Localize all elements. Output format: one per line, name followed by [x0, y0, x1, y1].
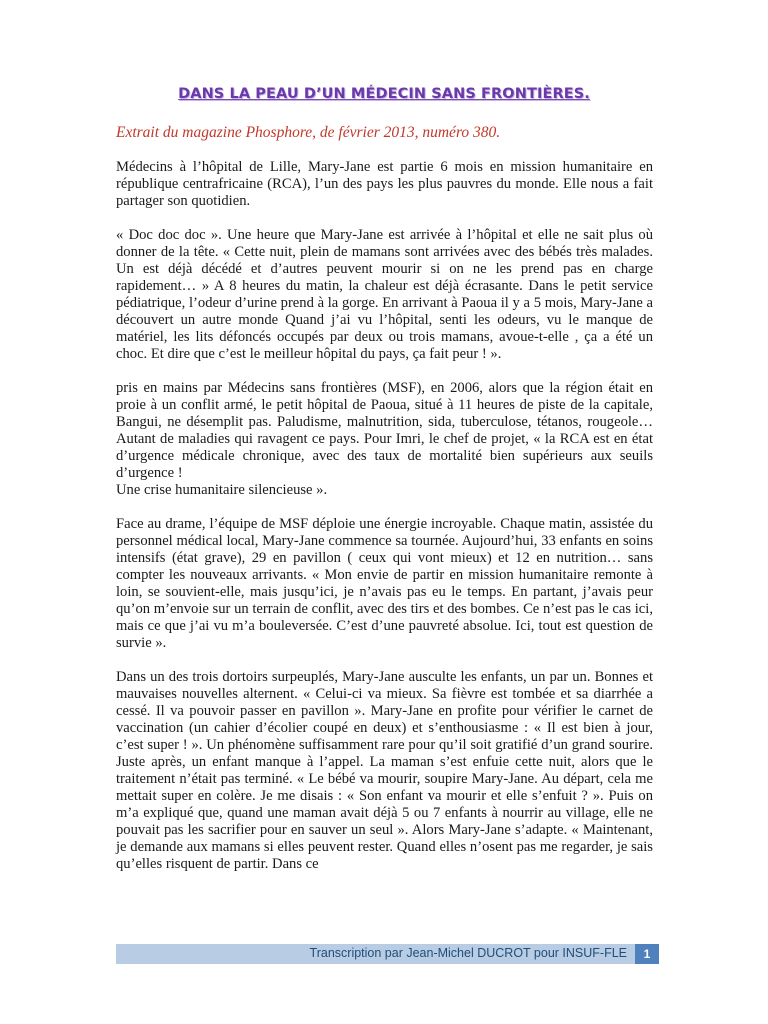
footer-credit: Transcription par Jean-Michel DUCROT pour INSUF-FLE [309, 946, 627, 960]
paragraph: « Doc doc doc ». Une heure que Mary-Jane est arrivée à l’hôpital et elle ne sait plus où donner de la tête. « Cette nuit, plein de mamans sont arrivées avec des bébés très malades. Un est déjà décédé et d’autres peuvent mourir si on ne les prend pas en charge rapidement… » A 8 heures du matin, la chaleur est déjà écrasante. Dans le petit service pédiatrique, l’odeur d’urine prend à la gorge. En arrivant à Paoua il y a 5 mois, Mary-Jane a découvert un autre monde Quand j’ai vu l’hôpital, senti les odeurs, vu le manque de matériel, les lits défoncés occupés par deux ou trois mamans, avoue-t-elle , ça a été un choc. Et dire que c’est le meilleur hôpital du pays, ça fait peur ! ». [116, 227, 653, 362]
document-title: DANS LA PEAU D’UN MÉDECIN SANS FRONTIÈRES. [178, 86, 590, 102]
paragraph: Face au drame, l’équipe de MSF déploie une énergie incroyable. Chaque matin, assistée du personnel médical local, Mary-Jane commence sa tournée. Aujourd’hui, 33 enfants en soins intensifs (état grave), 29 en pavillon ( ceux qui vont mieux) et 12 en nutrition… sans compter les nouveaux arrivants. « Mon envie de partir en mission humanitaire remonte à loin, se souvient-elle, mais jusqu’ici, je n’avais pas eu le temps. En partant, j’avais peur qu’on m’envoie sur un terrain de conflit, avec des tirs et des bombes. Ce n’est pas le cas ici, mais ce que j’ai vu m’a bouleversée. C’est d’une pauvreté absolue. Ici, tout est question de survie ». [116, 516, 653, 651]
paragraph: Médecins à l’hôpital de Lille, Mary-Jane est partie 6 mois en mission humanitaire en république centrafricaine (RCA), l’un des pays les plus pauvres du monde. Elle nous a fait partager son quotidien. [116, 159, 653, 209]
page-number: 1 [635, 944, 659, 964]
document-subtitle: Extrait du magazine Phosphore, de février 2013, numéro 380. [116, 124, 501, 141]
paragraph: pris en mains par Médecins sans frontières (MSF), en 2006, alors que la région était en proie à un conflit armé, le petit hôpital de Paoua, situé à 11 heures de piste de la capitale, Bangui, ne désemplit pas. Paludisme, malnutrition, sida, tuberculose, tétanos, rougeole… Autant de maladies qui ravagent ce pays. Pour Imri, le chef de projet, « la RCA est en état d’urgence médicale chronique, avec des taux de mortalité bien supérieurs aux seuils d’urgence ! Une crise humanitaire silencieuse ». [116, 380, 653, 498]
footer-bar [116, 944, 659, 964]
paragraph: Dans un des trois dortoirs surpeuplés, Mary-Jane ausculte les enfants, un par un. Bonnes et mauvaises nouvelles alternent. « Celui-ci va mieux. Sa fièvre est tombée et sa diarrhée a cessé. Il va pouvoir passer en pavillon ». Mary-Jane en profite pour vérifier le carnet de vaccination (un cahier d’écolier coupé en deux) et s’enthousiasme : « Il est bien à jour, c’est super ! ». Un phénomène suffisamment rare pour qu’il soit gratifié d’un grand sourire. Juste après, un enfant manque à l’appel. La maman s’est enfuie cette nuit, alors que le traitement n’était pas terminé. « Le bébé va mourir, soupire Mary-Jane. Au départ, cela me mettait super en colère. Je me disais : « Son enfant va mourir et elle s’enfuit ? ». Puis on m’a expliqué que, quand une maman avait déjà 5 ou 7 enfants à nourrir au village, elle ne pouvait pas les sacrifier pour en sauver un seul ». Alors Mary-Jane s’adapte. « Maintenant, je demande aux mamans si elles peuvent rester. Quand elles n’osent pas me regarder, je sais qu’elles risquent de partir. Dans ce [116, 669, 653, 872]
document-body [116, 159, 653, 890]
